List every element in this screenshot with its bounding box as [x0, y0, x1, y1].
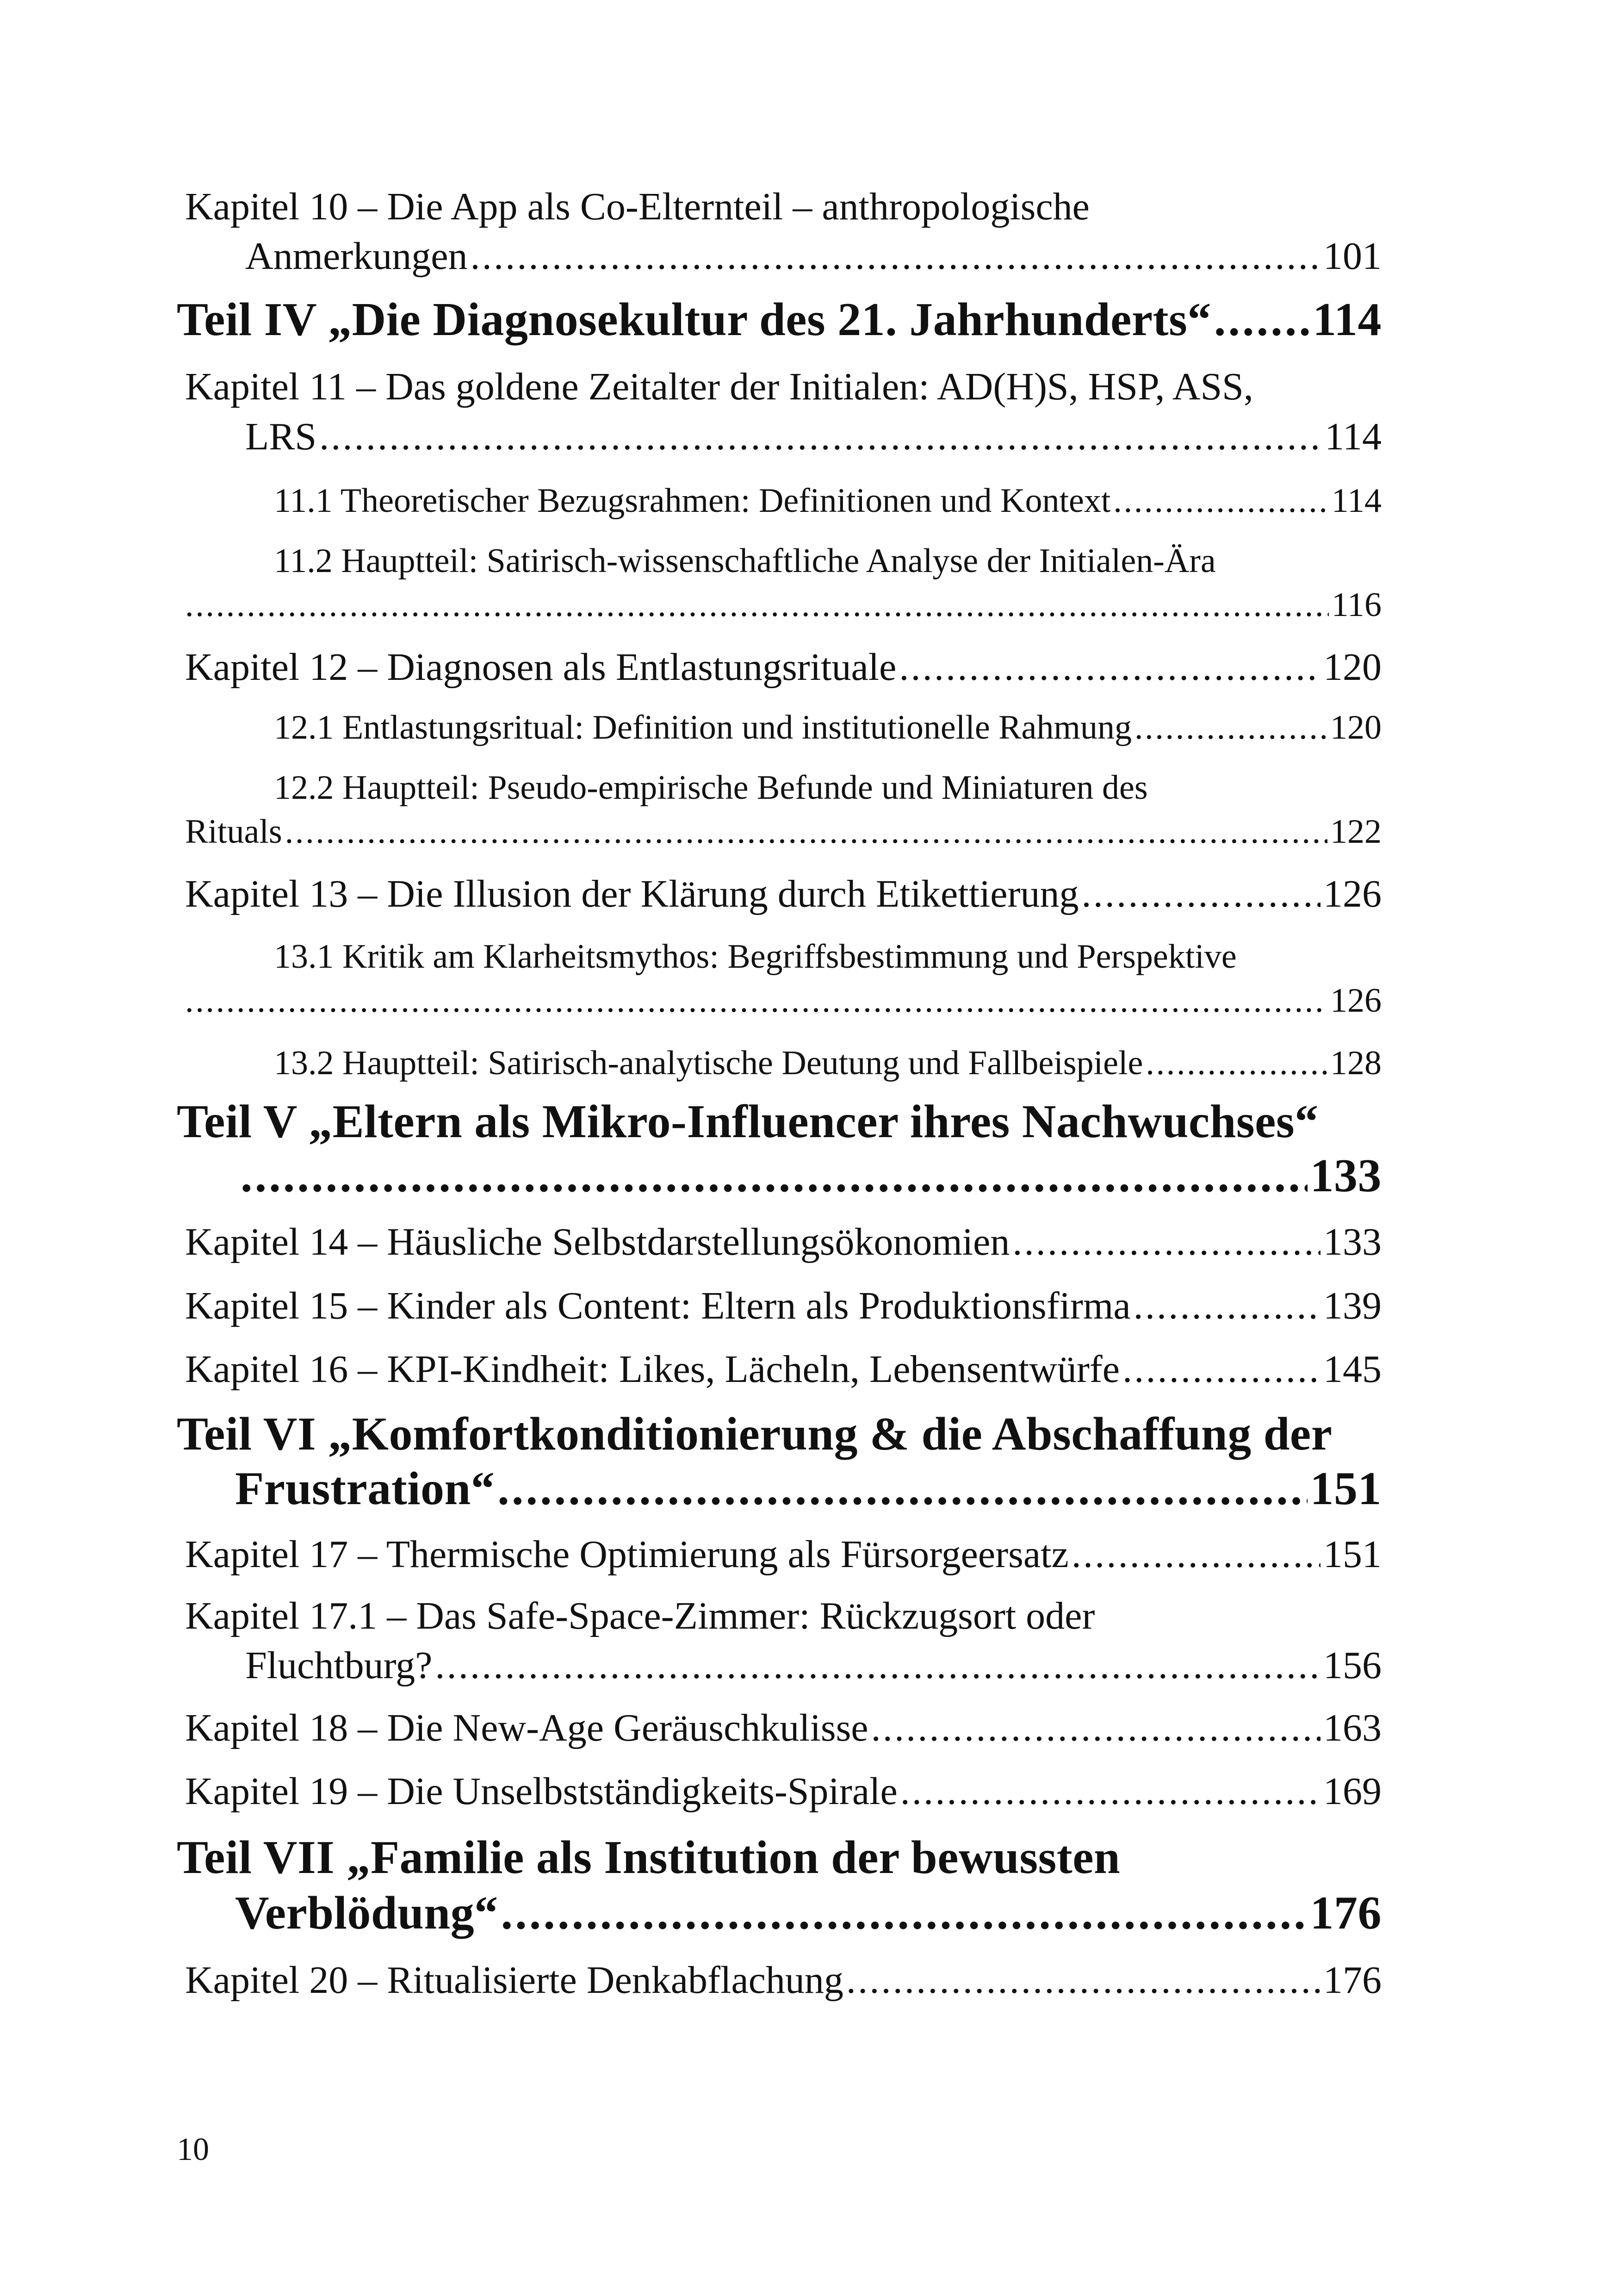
page-ref: 114	[1331, 482, 1382, 520]
dot-leader	[1072, 1532, 1320, 1577]
toc-entry-kapitel-12	[185, 645, 1382, 690]
page-ref: 116	[1331, 586, 1382, 624]
part-title: Teil VII „Familie als Institution der bewussten	[177, 1831, 1121, 1884]
part-title: Teil V „Eltern als Mikro-Influencer ihres Nachwuchses“	[177, 1095, 1319, 1148]
dot-leader	[319, 414, 1322, 459]
toc-section-12-2	[274, 768, 1148, 808]
dot-leader	[1214, 292, 1310, 347]
toc-entry-kapitel-16	[185, 1347, 1382, 1392]
section-title: 11.2 Hauptteil: Satirisch-wissenschaftliche Analyse der Initialen-Ära	[274, 542, 1216, 580]
toc-section-11-2	[274, 541, 1216, 581]
toc-entry-kapitel-10	[185, 184, 1090, 229]
page-ref: 163	[1323, 1706, 1382, 1749]
dot-leader	[185, 981, 1327, 1020]
toc-section-13-1	[274, 937, 1237, 977]
dot-leader	[285, 812, 1327, 852]
toc-part-vii	[177, 1830, 1120, 1885]
dot-leader	[1146, 1044, 1327, 1083]
toc-entry-kapitel-13	[185, 871, 1382, 916]
toc-part-iv	[177, 292, 1382, 347]
toc-entry-kapitel-15	[185, 1283, 1382, 1328]
page-ref: 128	[1330, 1044, 1382, 1082]
part-title: Frustration“	[235, 1462, 495, 1515]
dot-leader	[501, 1886, 1308, 1940]
dot-leader	[846, 1958, 1320, 2003]
dot-leader	[1012, 1220, 1320, 1264]
page-ref: 122	[1330, 813, 1382, 851]
page-ref: 151	[1323, 1533, 1382, 1576]
dot-leader	[435, 1643, 1320, 1688]
toc-entry-kapitel-10-cont	[245, 234, 1382, 279]
dot-leader	[899, 645, 1320, 690]
entry-title: Kapitel 10 – Die App als Co-Elternteil – anthropologische	[185, 185, 1090, 228]
dot-leader	[1082, 871, 1320, 916]
page-ref: 169	[1323, 1770, 1382, 1813]
section-title: Rituals	[185, 813, 282, 851]
toc-entry-kapitel-14	[185, 1220, 1382, 1264]
entry-title: Anmerkungen	[245, 235, 468, 278]
entry-title: Kapitel 17 – Thermische Optimierung als Fürsorgeersatz	[185, 1533, 1069, 1576]
page-ref: 151	[1310, 1462, 1382, 1515]
toc-entry-kapitel-20	[185, 1958, 1382, 2003]
entry-title: Kapitel 18 – Die New-Age Geräuschkulisse	[185, 1706, 868, 1749]
page-ref: 139	[1323, 1284, 1382, 1327]
dot-leader	[241, 1149, 1308, 1203]
page-ref: 114	[1313, 293, 1382, 346]
entry-title: Fluchtburg?	[245, 1644, 433, 1687]
page-ref: 120	[1330, 709, 1382, 747]
toc-section-13-2	[274, 1044, 1382, 1083]
toc-section-11-1	[274, 481, 1382, 521]
page-ref: 120	[1323, 646, 1382, 689]
entry-title: Kapitel 15 – Kinder als Content: Eltern als Produktionsfirma	[185, 1284, 1131, 1327]
toc-entry-kapitel-17-1	[185, 1593, 1095, 1638]
part-title: Teil IV „Die Diagnosekultur des 21. Jahrhunderts“	[177, 293, 1211, 346]
page-ref: 101	[1323, 235, 1382, 278]
page-ref: 133	[1323, 1220, 1382, 1263]
toc-part-v-cont	[241, 1149, 1382, 1203]
toc-section-13-1-cont	[185, 981, 1382, 1020]
dot-leader	[1113, 481, 1328, 521]
toc-entry-kapitel-11-cont	[245, 414, 1382, 459]
page-number: 10	[177, 2132, 209, 2167]
dot-leader	[185, 585, 1329, 625]
toc-part-vi-cont	[235, 1462, 1382, 1516]
toc-part-vii-cont	[235, 1886, 1382, 1940]
toc-section-12-1	[274, 708, 1382, 747]
toc-part-vi	[177, 1407, 1332, 1461]
entry-title: LRS	[245, 415, 317, 458]
page-ref: 145	[1323, 1348, 1382, 1391]
dot-leader	[1122, 1347, 1320, 1392]
section-title: 13.2 Hauptteil: Satirisch-analytische Deutung und Fallbeispiele	[274, 1044, 1143, 1082]
dot-leader	[1134, 708, 1327, 747]
toc-entry-kapitel-17	[185, 1532, 1382, 1577]
page-ref: 133	[1310, 1150, 1382, 1202]
entry-title: Kapitel 16 – KPI-Kindheit: Likes, Lächeln, Lebensentwürfe	[185, 1348, 1120, 1391]
part-title: Verblödung“	[235, 1887, 498, 1939]
part-title: Teil VI „Komfortkonditionierung & die Abschaffung der	[177, 1408, 1333, 1460]
entry-title: Kapitel 11 – Das goldene Zeitalter der Initialen: AD(H)S, HSP, ASS,	[185, 365, 1253, 408]
entry-title: Kapitel 13 – Die Illusion der Klärung durch Etikettierung	[185, 872, 1079, 915]
toc-entry-kapitel-11	[185, 364, 1253, 409]
toc-section-11-2-cont	[185, 585, 1382, 625]
page-ref: 126	[1323, 872, 1382, 915]
section-title: 13.1 Kritik am Klarheitsmythos: Begriffsbestimmung und Perspektive	[274, 938, 1237, 976]
entry-title: Kapitel 20 – Ritualisierte Denkabflachung	[185, 1959, 843, 2002]
entry-title: Kapitel 12 – Diagnosen als Entlastungsrituale	[185, 646, 897, 689]
dot-leader	[471, 234, 1320, 279]
dot-leader	[497, 1462, 1307, 1516]
entry-title: Kapitel 19 – Die Unselbstständigkeits-Spirale	[185, 1770, 898, 1813]
toc-entry-kapitel-18	[185, 1705, 1382, 1750]
section-title: 12.1 Entlastungsritual: Definition und institutionelle Rahmung	[274, 709, 1132, 747]
page-ref: 176	[1310, 1887, 1382, 1939]
page-ref: 176	[1323, 1959, 1382, 2002]
section-title: 12.2 Hauptteil: Pseudo-empirische Befunde und Miniaturen des	[274, 769, 1148, 807]
entry-title: Kapitel 14 – Häusliche Selbstdarstellungsökonomien	[185, 1220, 1010, 1263]
dot-leader	[900, 1769, 1320, 1814]
page-ref: 126	[1330, 982, 1382, 1020]
dot-leader	[871, 1705, 1320, 1750]
section-title: 11.1 Theoretischer Bezugsrahmen: Definitionen und Kontext	[274, 482, 1111, 520]
toc-section-12-2-cont	[185, 812, 1382, 852]
page-ref: 114	[1325, 415, 1382, 458]
entry-title: Kapitel 17.1 – Das Safe-Space-Zimmer: Rückzugsort oder	[185, 1594, 1095, 1637]
toc-entry-kapitel-17-1-cont	[245, 1643, 1382, 1688]
toc-part-v	[177, 1095, 1333, 1149]
dot-leader	[1134, 1283, 1320, 1328]
toc-entry-kapitel-19	[185, 1769, 1382, 1814]
page-ref: 156	[1323, 1644, 1382, 1687]
